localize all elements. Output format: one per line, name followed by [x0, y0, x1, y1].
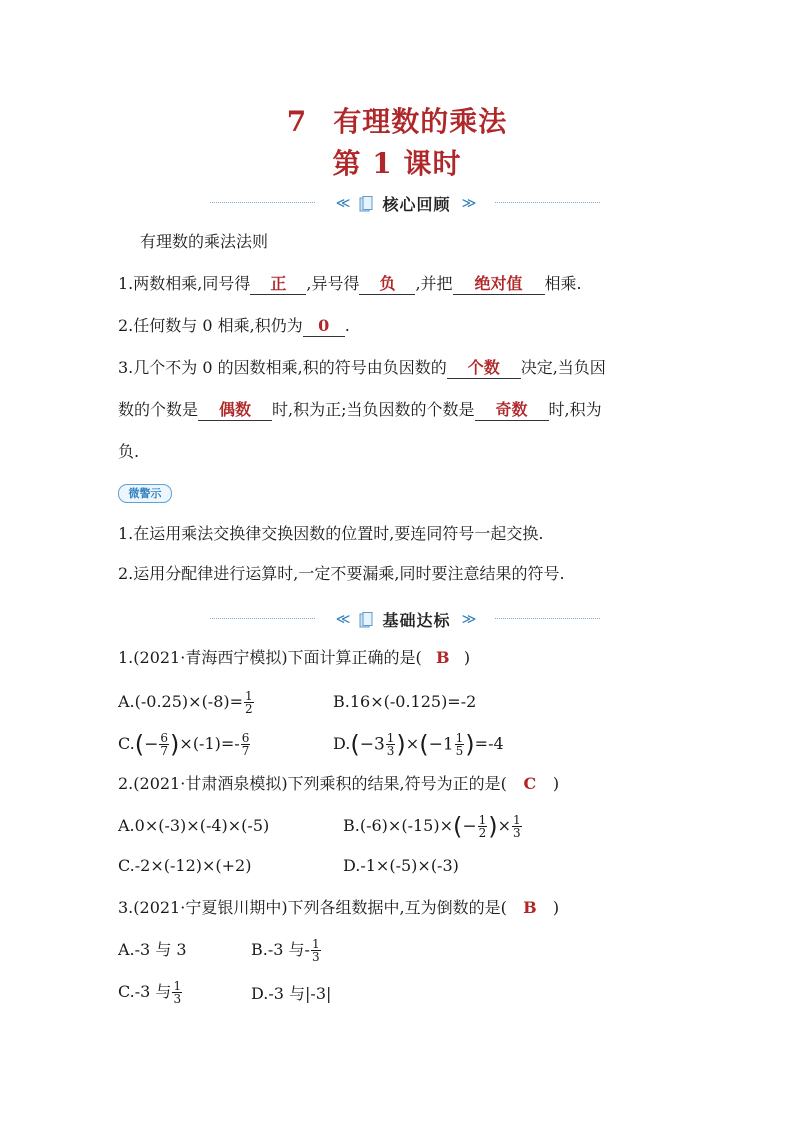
question-3-option-b: B.-3 与- $\frac{1}{3}$: [251, 937, 320, 964]
rule-2: 2.任何数与 0 相乘,积仍为 0 .: [118, 316, 350, 335]
question-1-option-c: C.(− $\frac{6}{7}$ )×(-1)=- $\frac{6}{7}$: [118, 730, 250, 759]
divider-right: [495, 202, 600, 203]
question-1-stem: 1.(2021·青海西宁模拟)下面计算正确的是( B ): [118, 648, 471, 667]
fraction: $\frac{1}{2}$: [478, 813, 487, 840]
divider-right: [495, 618, 600, 619]
answer-blank: 个数: [447, 358, 521, 379]
answer-blank: 偶数: [198, 400, 272, 421]
tip-2: 2.运用分配律进行运算时,一定不要漏乘,同时要注意结果的符号.: [118, 564, 565, 583]
book-icon: [359, 612, 373, 628]
question-1-option-d: D.(−3 $\frac{1}{3}$ )×(−1 $\frac{1}{5}$ )=-4: [333, 730, 504, 759]
book-icon: [359, 196, 373, 212]
double-chevron-left-icon: ≪: [335, 611, 349, 628]
question-1-option-a: A.(-0.25)×(-8)= $\frac{1}{2}$: [118, 689, 253, 716]
rule-1: 1.两数相乘,同号得 正 ,异号得 负 ,并把 绝对值 相乘.: [118, 274, 582, 293]
rule-3-line-1: 3.几个不为 0 的因数相乘,积的符号由负因数的 个数 决定,当负因: [118, 358, 606, 377]
answer-blank: 0: [303, 316, 345, 337]
tip-1: 1.在运用乘法交换律交换因数的位置时,要连同符号一起交换.: [118, 524, 544, 543]
fraction: $\frac{6}{7}$: [241, 731, 250, 758]
fraction: $\frac{1}{3}$: [311, 937, 320, 964]
question-2-option-b: B.(-6)×(-15)×(− $\frac{1}{2}$ )× $\frac{1}{3}$: [343, 812, 521, 841]
question-3-option-c: C.-3 与 $\frac{1}{3}$: [118, 979, 182, 1006]
lesson-number: 7: [286, 105, 308, 138]
answer-blank: 正: [250, 274, 306, 295]
warning-badge: 微警示: [118, 484, 172, 503]
answer-choice: B: [523, 898, 537, 917]
fraction: $\frac{1}{3}$: [513, 813, 521, 840]
fraction: $\frac{6}{7}$: [160, 731, 169, 758]
question-2-option-c: C.-2×(-12)×(+2): [118, 856, 252, 875]
section-title: 核心回顾: [382, 195, 451, 214]
fraction: $\frac{1}{3}$: [386, 731, 395, 758]
double-chevron-right-icon: ≫: [461, 611, 475, 628]
question-2-option-a: A.0×(-3)×(-4)×(-5): [118, 816, 270, 835]
question-3-option-a: A.-3 与 3: [118, 940, 187, 959]
rule-3-line-2: 数的个数是 偶数 时,积为正;当负因数的个数是 奇数 时,积为: [118, 400, 602, 419]
lesson-subtitle: 第 1 课时: [332, 147, 462, 180]
fraction: $\frac{1}{5}$: [455, 731, 464, 758]
lesson-title: [0, 100, 794, 140]
divider-left: [210, 202, 315, 203]
answer-blank: 绝对值: [453, 274, 545, 295]
section-header-review: [210, 192, 600, 214]
answer-blank: 负: [359, 274, 415, 295]
section-header-basic: [210, 608, 600, 630]
review-heading: 有理数的乘法法则: [140, 232, 269, 251]
rule-3-line-3: 负.: [118, 442, 140, 461]
question-3-stem: 3.(2021·宁夏银川期中)下列各组数据中,互为倒数的是( B ): [118, 898, 560, 917]
question-1-option-b: B.16×(-0.125)=-2: [333, 692, 477, 711]
question-3-option-d: D.-3 与|-3|: [251, 984, 332, 1003]
answer-choice: B: [436, 648, 450, 667]
divider-left: [210, 618, 315, 619]
answer-choice: C: [523, 774, 537, 793]
double-chevron-left-icon: ≪: [335, 195, 349, 212]
double-chevron-right-icon: ≫: [461, 195, 475, 212]
question-2-stem: 2.(2021·甘肃酒泉模拟)下列乘积的结果,符号为正的是( C ): [118, 774, 560, 793]
answer-blank: 奇数: [475, 400, 549, 421]
question-2-option-d: D.-1×(-5)×(-3): [343, 856, 459, 875]
lesson-name: 有理数的乘法: [333, 105, 508, 138]
section-title: 基础达标: [382, 611, 451, 630]
fraction: $\frac{1}{3}$: [173, 979, 182, 1006]
fraction: $\frac{1}{2}$: [245, 689, 253, 716]
